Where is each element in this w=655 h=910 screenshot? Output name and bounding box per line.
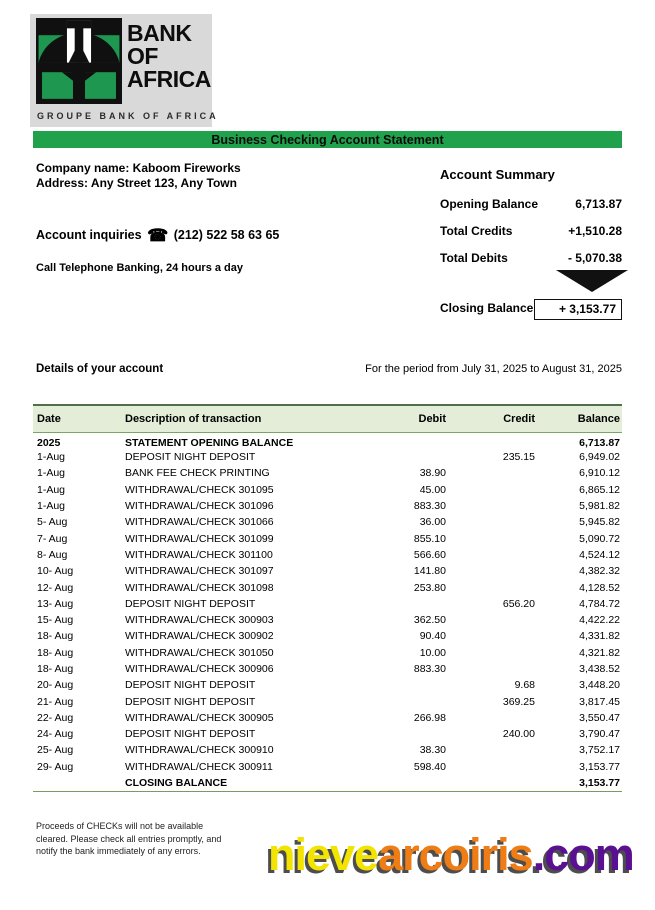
cell-description: WITHDRAWAL/CHECK 300911 bbox=[125, 760, 273, 773]
cell-debit bbox=[356, 693, 448, 709]
cell-date: 8- Aug bbox=[37, 548, 68, 561]
table-row bbox=[33, 775, 622, 791]
company-address-line: Address: Any Street 123, Any Town bbox=[36, 176, 237, 190]
cell-balance: 3,817.45 bbox=[579, 695, 620, 708]
company-name-line: Company name: Kaboom Fireworks bbox=[36, 161, 241, 175]
cell-date: 20- Aug bbox=[37, 679, 74, 692]
cell-description: WITHDRAWAL/CHECK 300910 bbox=[125, 744, 274, 757]
cell-description: WITHDRAWAL/CHECK 301098 bbox=[125, 581, 274, 594]
bank-name-line1: BANK bbox=[127, 20, 192, 46]
cell-date: 24- Aug bbox=[37, 728, 74, 741]
cell-description: WITHDRAWAL/CHECK 301050 bbox=[125, 646, 274, 659]
cell-balance: 6,910.12 bbox=[579, 467, 620, 480]
cell-credit bbox=[448, 628, 537, 644]
cell-credit: 9.68 bbox=[514, 679, 535, 692]
cell-balance: 5,981.82 bbox=[579, 500, 620, 513]
cell-date: 1-Aug bbox=[37, 467, 66, 480]
header-debit: Debit bbox=[418, 413, 446, 425]
cell-credit bbox=[448, 465, 537, 481]
footer-notes bbox=[36, 820, 221, 858]
table-row bbox=[33, 612, 622, 628]
inquiries-phone-number: (212) 522 58 63 65 bbox=[173, 228, 280, 242]
account-inquiries-label: Account inquiries bbox=[36, 228, 142, 242]
cell-credit: 369.25 bbox=[502, 695, 535, 708]
cell-description: WITHDRAWAL/CHECK 300906 bbox=[125, 663, 274, 675]
summary-row-total-debits bbox=[440, 251, 622, 265]
cell-date: 5- Aug bbox=[37, 516, 68, 529]
cell-debit: 38.30 bbox=[419, 744, 446, 757]
table-bottom-border bbox=[33, 791, 622, 792]
cell-description: WITHDRAWAL/CHECK 300903 bbox=[125, 614, 274, 627]
table-row bbox=[33, 514, 622, 530]
bank-name-line2: OF bbox=[127, 43, 158, 69]
cell-debit: 36.00 bbox=[419, 516, 446, 529]
cell-balance: 3,153.77 bbox=[579, 777, 620, 790]
transactions-table bbox=[33, 404, 622, 791]
cell-debit: 38.90 bbox=[419, 467, 446, 480]
table-row bbox=[33, 726, 622, 742]
table-row bbox=[33, 693, 622, 709]
table-row bbox=[33, 579, 622, 595]
cell-description: WITHDRAWAL/CHECK 301097 bbox=[125, 565, 274, 578]
cell-balance: 4,524.12 bbox=[579, 548, 620, 561]
closing-balance-label: Closing Balance bbox=[440, 301, 534, 315]
cell-description: WITHDRAWAL/CHECK 301095 bbox=[125, 483, 274, 496]
cell-balance: 4,422.22 bbox=[579, 614, 620, 627]
cell-credit bbox=[448, 775, 537, 791]
cell-credit bbox=[448, 498, 537, 514]
telephone-icon: ☎ bbox=[147, 226, 169, 245]
summary-row-total-credits bbox=[440, 224, 622, 238]
cell-description: WITHDRAWAL/CHECK 301100 bbox=[125, 548, 273, 561]
table-row bbox=[33, 742, 622, 758]
bank-name bbox=[127, 22, 211, 91]
cell-balance: 3,752.17 bbox=[579, 744, 620, 757]
cell-description: WITHDRAWAL/CHECK 301066 bbox=[125, 516, 274, 529]
cell-description: WITHDRAWAL/CHECK 301096 bbox=[125, 500, 274, 513]
cell-credit: 656.20 bbox=[502, 597, 535, 610]
total-debits-label: Total Debits bbox=[440, 251, 508, 265]
summary-row-closing-balance bbox=[440, 299, 622, 320]
cell-credit bbox=[448, 563, 537, 579]
cell-date: 2025 bbox=[37, 437, 61, 449]
cell-debit bbox=[356, 726, 448, 742]
company-info bbox=[36, 161, 241, 191]
transactions-table-header bbox=[33, 405, 622, 433]
cell-balance: 3,448.20 bbox=[579, 679, 620, 692]
cell-description: DEPOSIT NIGHT DEPOSIT bbox=[125, 451, 256, 464]
cell-balance: 3,153.77 bbox=[579, 760, 620, 773]
cell-balance: 6,865.12 bbox=[579, 483, 620, 496]
cell-date: 12- Aug bbox=[37, 581, 74, 594]
cell-debit: 362.50 bbox=[413, 614, 446, 627]
cell-debit: 10.00 bbox=[419, 646, 446, 659]
cell-credit: 240.00 bbox=[502, 728, 535, 741]
closing-balance-value-box: + 3,153.77 bbox=[534, 299, 622, 320]
cell-credit bbox=[448, 530, 537, 546]
summary-row-opening-balance bbox=[440, 197, 622, 211]
cell-debit bbox=[356, 677, 448, 693]
cell-date: 13- Aug bbox=[37, 597, 74, 610]
cell-debit bbox=[356, 449, 448, 465]
opening-balance-value: 6,713.87 bbox=[575, 197, 622, 211]
cell-debit: 266.98 bbox=[413, 711, 446, 724]
account-inquiries-line bbox=[36, 226, 279, 246]
cell-balance: 6,713.87 bbox=[579, 437, 620, 449]
bank-logo-block bbox=[30, 14, 219, 127]
table-row bbox=[33, 628, 622, 644]
table-row bbox=[33, 547, 622, 563]
cell-balance: 5,090.72 bbox=[579, 532, 620, 545]
cell-balance: 4,382.32 bbox=[579, 565, 620, 578]
header-description: Description of transaction bbox=[125, 413, 262, 425]
cell-date: 15- Aug bbox=[37, 614, 74, 627]
cell-description: WITHDRAWAL/CHECK 300902 bbox=[125, 630, 274, 643]
header-date: Date bbox=[37, 413, 61, 425]
cell-date: 22- Aug bbox=[37, 711, 74, 724]
cell-credit bbox=[448, 514, 537, 530]
footer-note-line2: cleared. Please check all entries promptly, and bbox=[36, 833, 222, 844]
cell-balance: 3,438.52 bbox=[579, 663, 620, 675]
statement-period: For the period from July 31, 2025 to August 31, 2025 bbox=[365, 363, 622, 375]
cell-date: 1-Aug bbox=[37, 483, 66, 496]
cell-balance: 4,784.72 bbox=[579, 597, 620, 610]
cell-credit bbox=[448, 547, 537, 563]
cell-balance: 4,321.82 bbox=[579, 646, 620, 659]
table-row bbox=[33, 563, 622, 579]
cell-credit bbox=[448, 645, 537, 661]
table-row bbox=[33, 482, 622, 498]
cell-debit bbox=[356, 596, 448, 612]
cell-date: 18- Aug bbox=[37, 663, 74, 675]
cell-credit bbox=[448, 742, 537, 758]
cell-balance: 4,128.52 bbox=[579, 581, 620, 594]
cell-date bbox=[33, 775, 121, 791]
cell-date: 18- Aug bbox=[37, 646, 74, 659]
table-row bbox=[33, 433, 622, 450]
table-row bbox=[33, 449, 622, 465]
cell-debit bbox=[356, 775, 448, 791]
cell-balance: 3,550.47 bbox=[579, 711, 620, 724]
total-debits-value: - 5,070.38 bbox=[567, 251, 622, 265]
account-summary-title: Account Summary bbox=[440, 167, 555, 182]
cell-date: 1-Aug bbox=[37, 451, 66, 464]
cell-date: 10- Aug bbox=[37, 565, 74, 578]
cell-description: WITHDRAWAL/CHECK 301099 bbox=[125, 532, 274, 545]
cell-debit: 598.40 bbox=[413, 760, 446, 773]
cell-credit: 235.15 bbox=[502, 451, 535, 464]
cell-description: CLOSING BALANCE bbox=[125, 777, 228, 790]
cell-credit bbox=[448, 433, 537, 450]
table-row bbox=[33, 661, 622, 677]
statement-title: Business Checking Account Statement bbox=[211, 132, 444, 147]
opening-balance-label: Opening Balance bbox=[440, 197, 539, 211]
cell-date: 21- Aug bbox=[37, 695, 74, 708]
cell-debit: 45.00 bbox=[419, 483, 446, 496]
table-row bbox=[33, 645, 622, 661]
watermark-part1: nieve bbox=[268, 829, 379, 880]
cell-balance: 4,331.82 bbox=[579, 630, 620, 643]
cell-credit bbox=[448, 661, 537, 677]
cell-description: DEPOSIT NIGHT DEPOSIT bbox=[125, 597, 256, 610]
cell-debit: 253.80 bbox=[413, 581, 446, 594]
bank-of-africa-logo-icon bbox=[36, 18, 122, 104]
cell-credit bbox=[448, 482, 537, 498]
total-credits-value: +1,510.28 bbox=[568, 224, 622, 238]
cell-credit bbox=[448, 612, 537, 628]
cell-debit: 883.30 bbox=[413, 663, 446, 675]
cell-date: 25- Aug bbox=[37, 744, 74, 757]
total-credits-label: Total Credits bbox=[440, 224, 513, 238]
cell-description: STATEMENT OPENING BALANCE bbox=[125, 437, 294, 449]
cell-debit bbox=[356, 433, 448, 450]
table-row bbox=[33, 759, 622, 775]
table-row bbox=[33, 677, 622, 693]
cell-debit: 566.60 bbox=[413, 548, 446, 561]
cell-description: DEPOSIT NIGHT DEPOSIT bbox=[125, 695, 256, 708]
footer-note-line1: Proceeds of CHECKs will not be available bbox=[36, 821, 204, 831]
cell-balance: 3,790.47 bbox=[579, 728, 620, 741]
watermark-part2: arcoiris bbox=[378, 829, 533, 880]
cell-credit bbox=[448, 710, 537, 726]
table-row bbox=[33, 710, 622, 726]
cell-date: 29- Aug bbox=[37, 760, 74, 773]
cell-description: BANK FEE CHECK PRINTING bbox=[125, 467, 270, 480]
cell-date: 18- Aug bbox=[37, 630, 74, 643]
watermark-part3: .com bbox=[532, 829, 634, 880]
details-section-title: Details of your account bbox=[36, 363, 164, 375]
cell-debit: 141.80 bbox=[413, 565, 446, 578]
groupe-bank-of-africa-label: GROUPE BANK OF AFRICA bbox=[37, 111, 219, 121]
cell-debit: 883.30 bbox=[413, 500, 446, 513]
cell-balance: 6,949.02 bbox=[579, 451, 620, 464]
cell-description: DEPOSIT NIGHT DEPOSIT bbox=[125, 728, 256, 741]
cell-balance: 5,945.82 bbox=[579, 516, 620, 529]
cell-description: WITHDRAWAL/CHECK 300905 bbox=[125, 711, 274, 724]
table-row bbox=[33, 596, 622, 612]
table-row bbox=[33, 498, 622, 514]
header-balance: Balance bbox=[577, 413, 620, 425]
cell-description: DEPOSIT NIGHT DEPOSIT bbox=[125, 679, 256, 692]
statement-title-banner bbox=[33, 131, 622, 148]
bank-name-line3: AFRICA bbox=[127, 66, 211, 92]
cell-debit: 90.40 bbox=[419, 630, 446, 643]
footer-note-line3: notify the bank immediately of any errors. bbox=[36, 846, 201, 856]
balance-decrease-arrow-icon bbox=[556, 270, 628, 292]
cell-credit bbox=[448, 759, 537, 775]
telephone-banking-note: Call Telephone Banking, 24 hours a day bbox=[36, 262, 244, 274]
table-row bbox=[33, 465, 622, 481]
header-credit: Credit bbox=[503, 413, 535, 425]
table-row bbox=[33, 530, 622, 546]
cell-credit bbox=[448, 579, 537, 595]
cell-date: 1-Aug bbox=[37, 500, 66, 513]
watermark-nievearcoiris bbox=[268, 829, 634, 881]
cell-debit: 855.10 bbox=[413, 532, 446, 545]
cell-date: 7- Aug bbox=[37, 532, 68, 545]
